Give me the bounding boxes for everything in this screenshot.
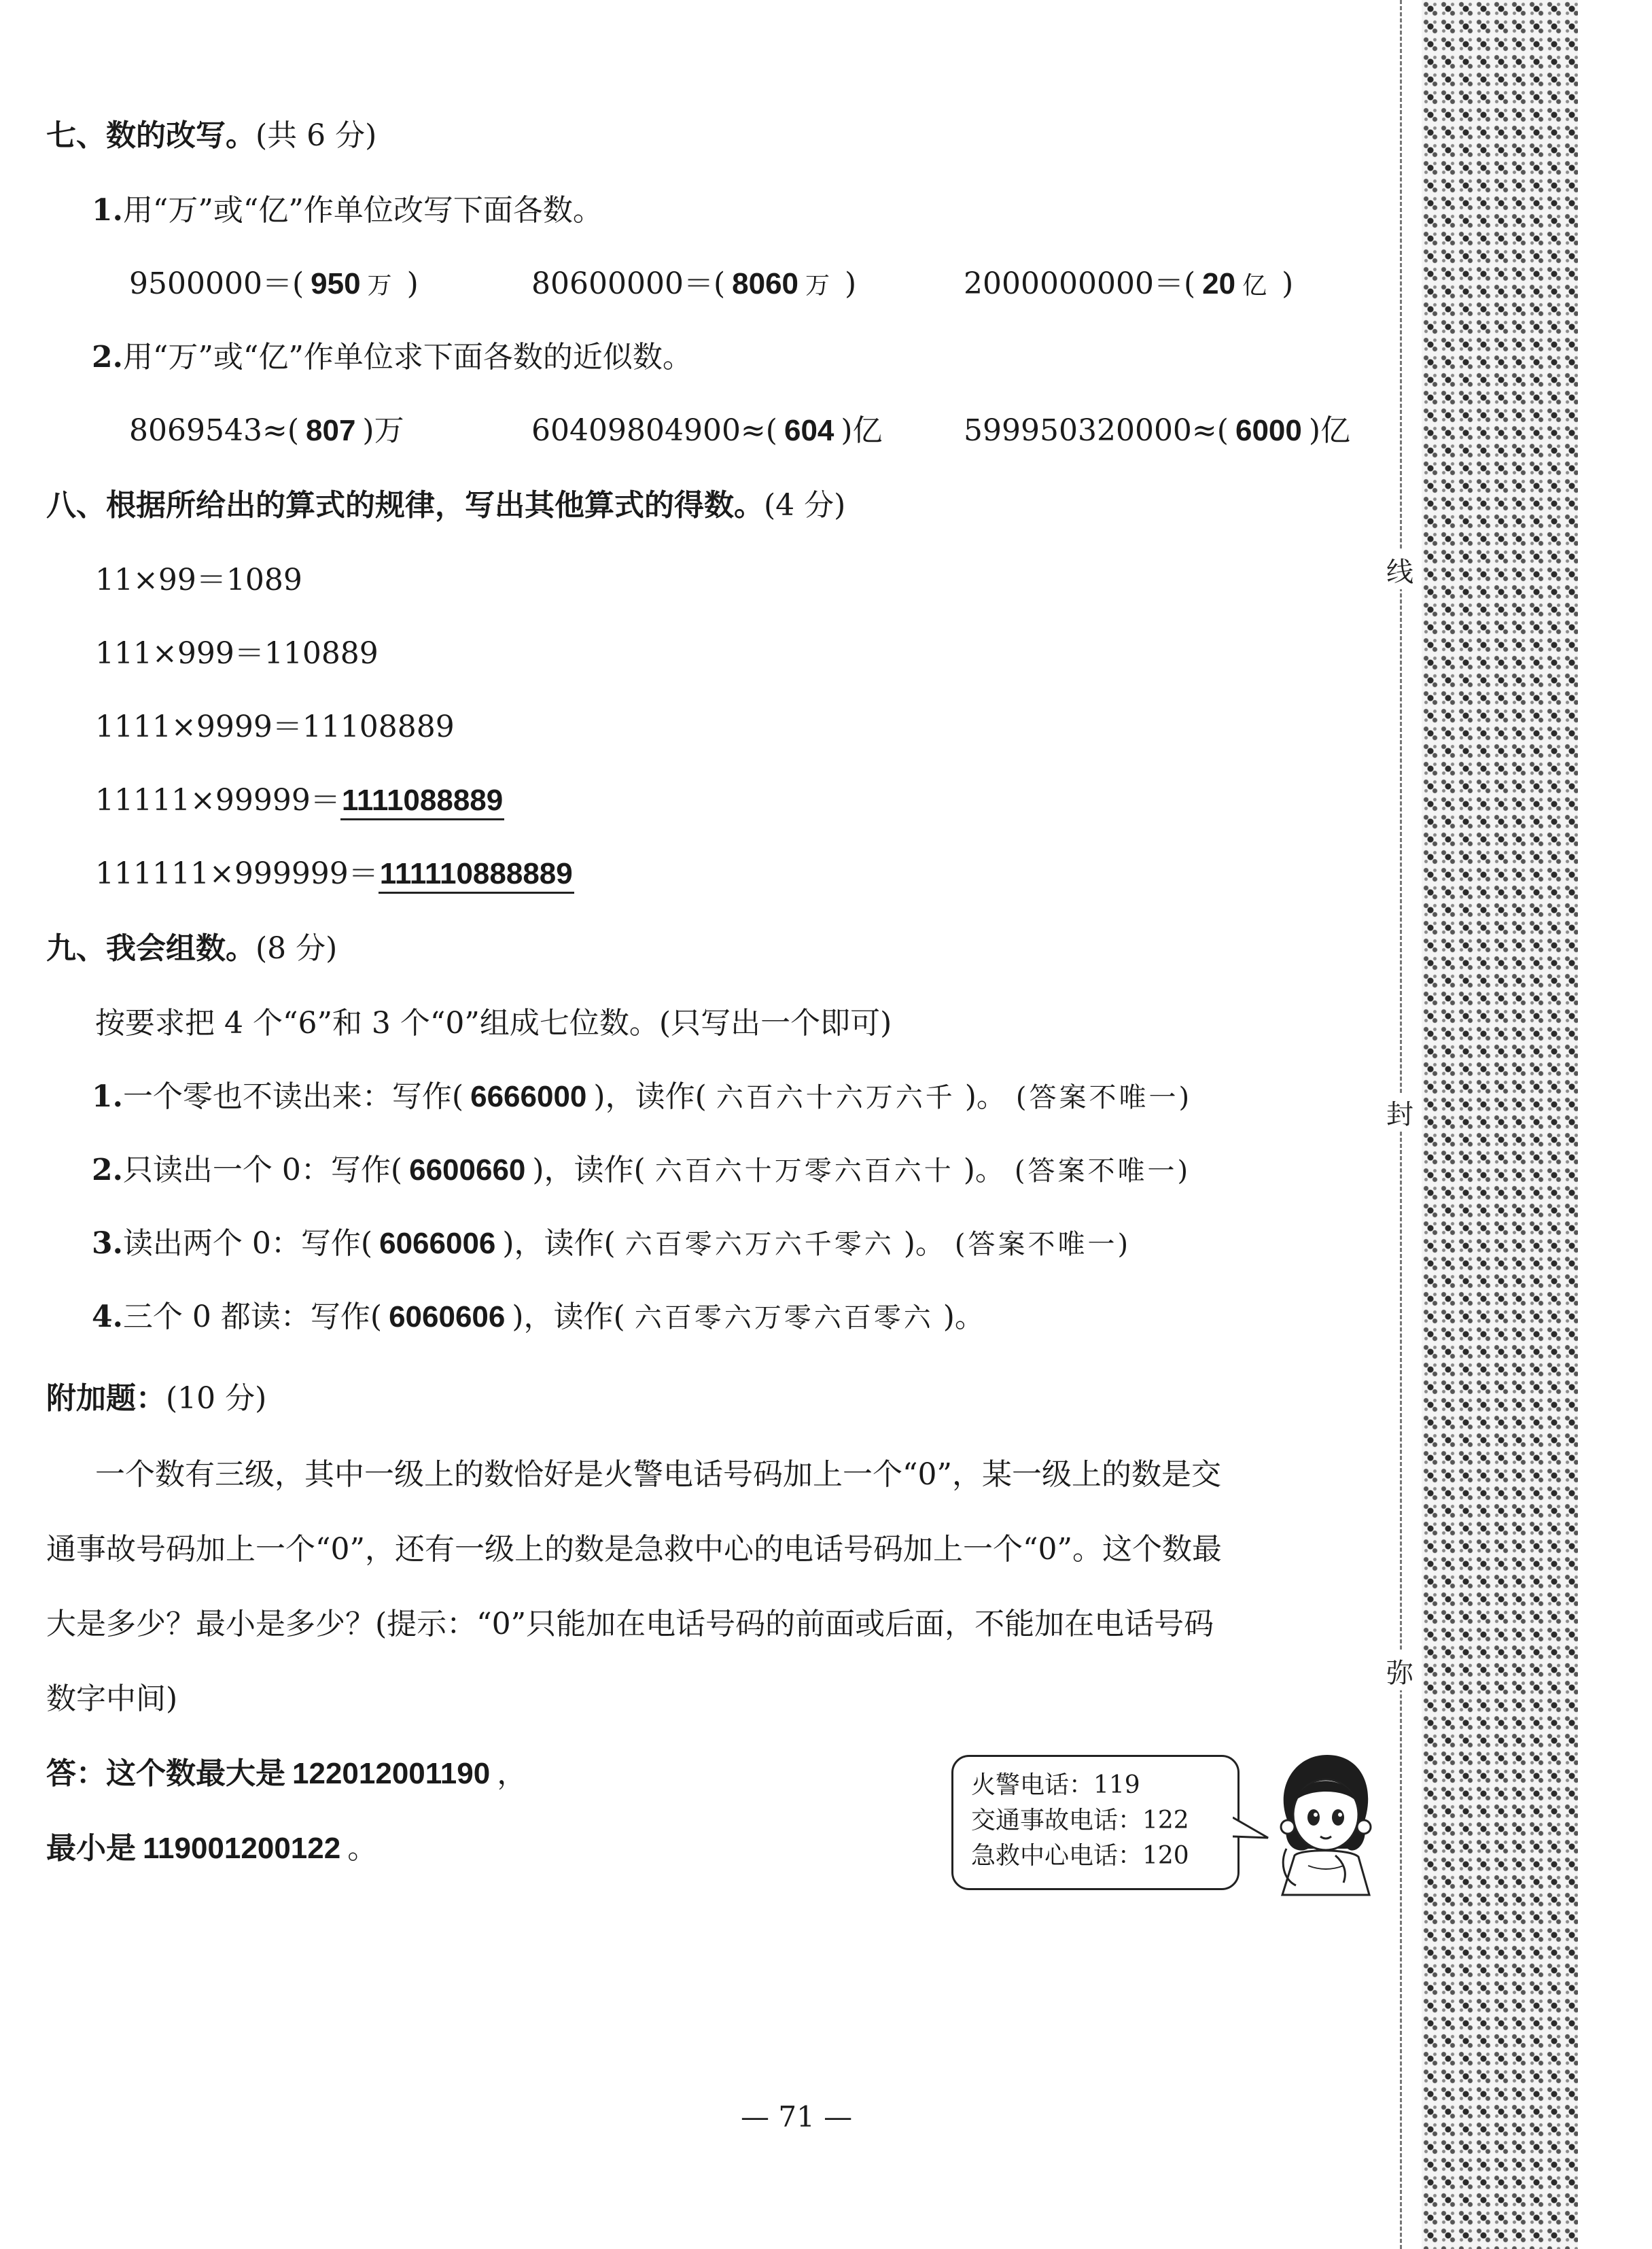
s7-r1-item-2 [531, 264, 856, 307]
expr: 60409804900≈( [531, 413, 777, 448]
expr: 111×999＝110889 [95, 636, 379, 671]
answer-min-value: 119001200122 [143, 1832, 341, 1865]
expr: 80600000＝( [531, 266, 726, 301]
answer: 950 [311, 267, 361, 300]
answer-max [46, 1754, 527, 1794]
s7-q2-text: 用“万”或“亿”作单位求下面各数的近似数。 [122, 340, 692, 374]
number: 2. [92, 1153, 123, 1187]
answer-min-label: 最小是 [46, 1831, 136, 1866]
s9-item-3 [92, 1223, 1140, 1265]
hint-fire: 火警电话：119 [971, 1771, 1140, 1799]
answer: 1111088889 [340, 783, 504, 820]
answer: 111110888889 [379, 856, 574, 894]
s9-item-2 [92, 1150, 1200, 1191]
close-paren: )亿 [841, 413, 883, 448]
unit: 万 [367, 272, 392, 300]
answer-min [46, 1828, 377, 1869]
s7-question-1 [92, 190, 603, 231]
read-answer: 六百零六万零六百零六 [634, 1302, 934, 1333]
section-9-heading: 九、我会组数。 [46, 931, 256, 966]
note: (答案不唯一) [1014, 1155, 1191, 1187]
section-7-score: (共 6 分) [256, 118, 377, 153]
post: )。 [903, 1226, 945, 1261]
phone-hint-bubble [951, 1755, 1240, 1890]
number: 3. [92, 1226, 123, 1261]
close-paren: ) [1282, 266, 1294, 301]
section-7-heading: 七、数的改写。 [46, 118, 256, 153]
section-9-title [46, 928, 337, 969]
mid: )，读作( [532, 1153, 646, 1187]
expr: 1111×9999＝11108889 [95, 710, 455, 744]
margin-label-seal: 封 [1386, 1093, 1413, 1132]
s7-question-2 [92, 337, 692, 378]
close-paren: ) [406, 266, 419, 301]
written-answer: 6600660 [409, 1153, 526, 1187]
close-paren: )亿 [1308, 413, 1351, 448]
read-answer: 六百六十六万六千 [716, 1082, 955, 1113]
read-answer: 六百六十万零六百六十 [654, 1155, 954, 1187]
answer-max-label: 答：这个数最大是 [46, 1756, 285, 1791]
s7-q1-number: 1. [92, 193, 123, 228]
punct: 。 [347, 1831, 378, 1866]
pre: 读出两个 0：写作( [122, 1226, 373, 1261]
mid: )，读作( [512, 1300, 625, 1334]
s7-r2-item-2 [531, 411, 883, 451]
cartoon-girl-icon [1267, 1747, 1383, 1896]
mid: )，读作( [593, 1079, 707, 1114]
s8-equation-4 [95, 780, 504, 821]
extra-score: (10 分) [166, 1381, 267, 1416]
section-7-title [46, 116, 376, 156]
written-answer: 6066006 [379, 1227, 496, 1260]
section-8-score: (4 分) [764, 488, 846, 523]
note: (答案不唯一) [954, 1229, 1131, 1260]
s8-equation-1 [95, 560, 302, 601]
s7-q1-text: 用“万”或“亿”作单位改写下面各数。 [122, 193, 603, 228]
expr: 2000000000＝( [964, 266, 1196, 301]
answer: 604 [784, 414, 834, 447]
note: (答案不唯一) [1015, 1082, 1193, 1113]
number: 4. [92, 1300, 123, 1334]
number: 1. [92, 1079, 123, 1114]
pre: 只读出一个 0：写作( [122, 1153, 403, 1187]
hint-traffic: 交通事故电话：122 [971, 1807, 1189, 1834]
section-8-heading: 八、根据所给出的算式的规律，写出其他算式的得数。 [46, 488, 764, 523]
s7-r1-item-1 [129, 264, 419, 307]
section-8-title [46, 485, 845, 526]
s9-intro: 按要求把 4 个“6”和 3 个“0”组成七位数。(只写出一个即可) [95, 1006, 892, 1041]
s8-equation-3 [95, 707, 455, 748]
close-paren: ) [845, 266, 857, 301]
written-answer: 6666000 [470, 1080, 587, 1113]
extra-paragraph-line-2: 通事故号码加上一个“0”，还有一级上的数是急救中心的电话号码加上一个“0”。这个数最 [46, 1532, 1222, 1567]
s8-equation-5 [95, 854, 574, 894]
expr: 11×99＝1089 [95, 563, 302, 597]
answer: 6000 [1235, 414, 1302, 447]
pre: 三个 0 都读：写作( [122, 1300, 383, 1334]
s8-equation-2 [95, 633, 379, 674]
extra-heading: 附加题： [46, 1381, 166, 1416]
read-answer: 六百零六万六千零六 [625, 1229, 894, 1260]
mid: )，读作( [502, 1226, 616, 1261]
close-paren: )万 [362, 413, 404, 448]
post: )。 [963, 1153, 1005, 1187]
unit: 亿 [1242, 272, 1267, 300]
extra-paragraph-line-4: 数字中间) [46, 1681, 178, 1716]
s7-r2-item-1 [129, 411, 404, 451]
written-answer: 6060606 [389, 1300, 506, 1333]
punct: ， [497, 1756, 527, 1791]
answer-max-value: 122012001190 [292, 1757, 491, 1790]
s9-item-1 [92, 1077, 1201, 1118]
expr: 599950320000≈( [964, 413, 1229, 448]
expr: 8069543≈( [129, 413, 299, 448]
s9-item-4 [92, 1297, 985, 1338]
expr: 11111×99999＝ [95, 783, 340, 818]
expr: 111111×999999＝ [95, 856, 379, 891]
hint-emergency: 急救中心电话：120 [971, 1842, 1189, 1870]
s7-r1-item-3 [964, 264, 1293, 307]
answer: 807 [306, 414, 356, 447]
section-9-score: (8 分) [256, 931, 338, 966]
post: )。 [943, 1300, 985, 1334]
margin-label-line: 线 [1386, 551, 1413, 589]
extra-paragraph-line-1: 一个数有三级，其中一级上的数恰好是火警电话号码加上一个“0”，某一级上的数是交 [95, 1457, 1221, 1492]
margin-label-close: 弥 [1386, 1652, 1413, 1690]
s7-q2-number: 2. [92, 340, 123, 374]
s7-r2-item-3 [964, 411, 1350, 451]
answer: 8060 [732, 267, 799, 300]
extra-title [46, 1378, 266, 1419]
post: )。 [964, 1079, 1006, 1114]
answer: 20 [1202, 267, 1236, 300]
expr: 9500000＝( [129, 266, 304, 301]
page-number: — 71 — [741, 2100, 853, 2133]
pre: 一个零也不读出来：写作( [122, 1079, 464, 1114]
unit: 万 [805, 272, 830, 300]
decorative-pattern-strip [1422, 0, 1578, 2249]
extra-paragraph-line-3: 大是多少？最小是多少？(提示：“0”只能加在电话号码的前面或后面，不能加在电话号码 [46, 1607, 1214, 1641]
